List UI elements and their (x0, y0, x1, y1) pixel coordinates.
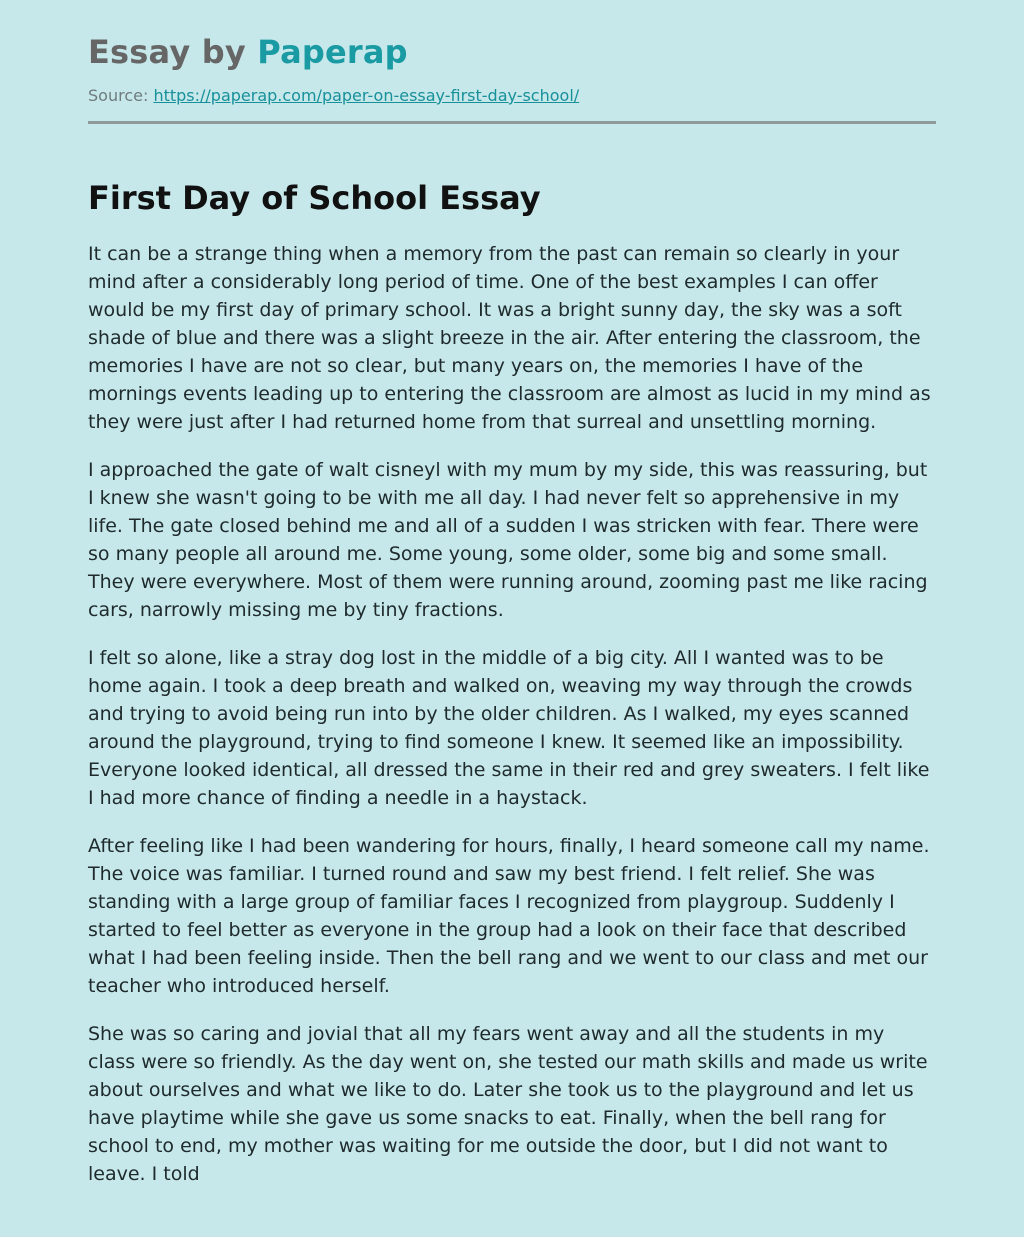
article-paragraph-4: After feeling like I had been wandering for hours, finally, I heard someone call my name. The voice was familiar. I turned round and saw my best friend. I felt relief. She was standing with a large group of familiar faces I recognized from playgroup. Suddenly I started to feel better as everyone in the group had a look on their face that described what I had been feeling inside. Then the bell rang and we went to our class and met our teacher who introduced herself. (88, 835, 930, 997)
article-body (88, 240, 936, 1188)
article-paragraph-1: It can be a strange thing when a memory from the past can remain so clearly in your mind after a considerably long period of time. One of the best examples I can offer would be my first day of primary school. It was a bright sunny day, the sky was a soft shade of blue and there was a slight breeze in the air. After entering the classroom, the memories I have are not so clear, but many years on, the memories I have of the mornings events leading up to entering the classroom are almost as lucid in my mind as they were just after I had returned home from that surreal and unsettling morning. (88, 243, 931, 433)
article-paragraph-5: She was so caring and jovial that all my fears went away and all the students in my class were so friendly. As the day went on, she tested our math skills and made us write about ourselves and what we like to do. Later she took us to the playground and let us have playtime while she gave us some snacks to eat. Finally, when the bell rang for school to end, my mother was waiting for me outside the door, but I did not want to leave. I told (88, 1023, 928, 1185)
site-brand (88, 0, 936, 71)
header-divider (88, 121, 936, 124)
source-label: Source: (88, 86, 149, 105)
article-paragraph-2: I approached the gate of walt cisneyl with my mum by my side, this was reassuring, but I knew she wasn't going to be with me all day. I had never felt so apprehensive in my life. The gate closed behind me and all of a sudden I was stricken with fear. There were so many people all around me. Some young, some older, some big and some small. They were everywhere. Most of them were running around, zooming past me like racing cars, narrowly missing me by tiny fractions. (88, 459, 928, 621)
brand-prefix: Essay by (88, 33, 246, 71)
source-link[interactable]: https://paperap.com/paper-on-essay-first-day-school/ (153, 86, 580, 105)
article-title: First Day of School Essay (88, 179, 541, 217)
article-paragraph-3: I felt so alone, like a stray dog lost in the middle of a big city. All I wanted was to be home again. I took a deep breath and walked on, weaving my way through the crowds and trying to avoid being run into by the older children. As I walked, my eyes scanned around the playground, trying to find someone I knew. It seemed like an impossibility. Everyone looked identical, all dressed the same in their red and grey sweaters. I felt like I had more chance of finding a needle in a haystack. (88, 647, 930, 809)
source-line (88, 85, 936, 107)
brand-name[interactable]: Paperap (257, 33, 408, 71)
